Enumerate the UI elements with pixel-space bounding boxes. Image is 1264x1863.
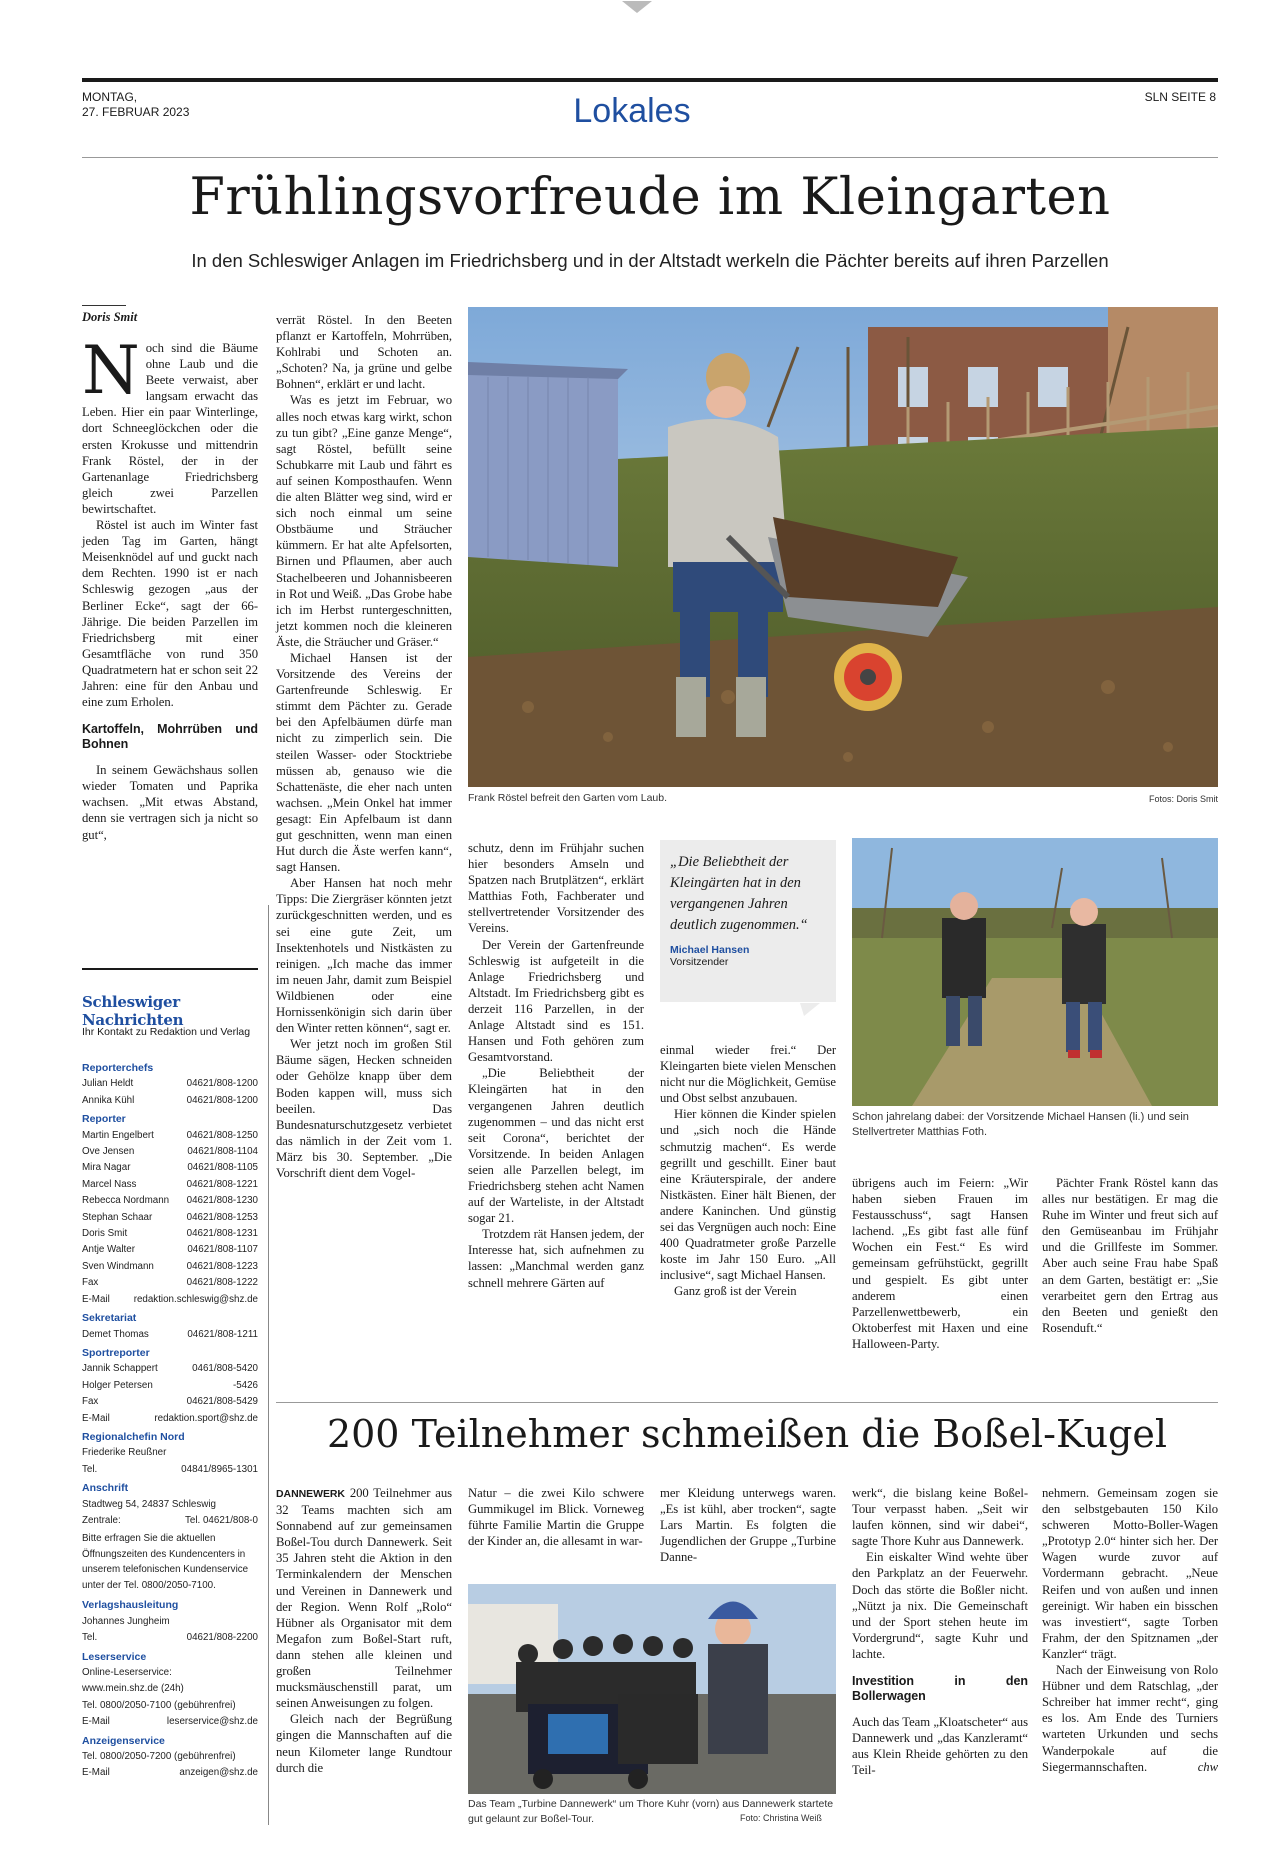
contact-row (82, 1698, 258, 1714)
dateline: DANNEWERK (276, 1488, 345, 1500)
article1-col2: verrät Röstel. In den Beeten pflanzt er Kartoffeln, Mohrrüben, Kohlrabi und Schoten an. „Schoten? Na, ja grüne und gelbe Bohnen“, erklärt er und lacht. Was es jetzt im Februar, wo alles noch etwas karg wirkt, schon zu tun gibt? „Eine ganze Menge“, sagt Röstel, befüllt seine Schubkarre mit Laub und fährt es auf seinen Komposthaufen. Wenn die alten Blätter weg sind, wird er sich noch einmal um seine Obstbäume und Sträucher kümmern. Er hat alte Apfelsorten, Birnen und Pflaumen, aber auch Stachelbeeren und Johannisbeeren in Rot und Weiß. „Das Grobe habe ich im Herbst runtergeschnitten, jetzt kommen noch die kleineren Äste, die Sträucher und Gräser.“ Michael Hansen ist der Vorsitzende des Vereins der Gartenfreunde Schleswig. Er stimmt dem Pächter zu. Gerade bei den Apfelbäumen dürfe man nicht zu zimperlich sein. Die steilen Wasser- oder Stocktriebe müssen ab, genauso wie die Schattenäste, die eher nach unten wachsen. „Mein Onkel hat immer gesagt: Ein Apfelbaum ist dann gut geschnitten, wenn man einen Hut durch die Äste werfen kann“, sagt Hansen. Aber Hansen hat noch mehr Tipps: Die Ziergräser könnten jetzt zurückgeschnitten werden, und es sei eine gute Zeit, um Insektenhotels und Nistkästen zu reinigen. „Ich mache das immer im neuen Jahr, damit zum Beispiel Wildbienen oder eine Hornissenkönigin sich darin über den Winter retten können“, sagt er. Wer jetzt noch im großen Stil Bäume sägen, Hecken schneiden oder Gehölze knapp über dem Boden kappen will, muss sich beeilen. Das Bundesnaturschutzgesetz verbietet das nämlich in der Zeit vom 1. März bis 30. September. „Die Vorschrift dient dem Vogel- (276, 313, 452, 1180)
contact-label: Tel. 0800/2050-7200 (gebührenfrei) (82, 1751, 236, 1763)
article2-col1: DANNEWERK 200 Teilnehmer aus 32 Teams machten sich am Sonnabend auf zur gemeinsamen Boßel-Tou durch Dannewerk. Seit 35 Jahren steht die Aktion in den Terminkalendern der Menschen und Vereinen in Dannewerk und der Region. Wenn Rolf „Rolo“ Hübner als Organisator mit dem Megafon zum Boßel-Start ruft, dann stehen alle kleinen und großen Teilnehmer mucksmäuschenstill parat, um seinen Anweisungen zu folgen. Gleich nach der Begrüßung gingen die Mannschaften auf die neun Kilometer lange Rundtour durch die (276, 1486, 452, 1775)
header-bottom-rule (82, 157, 1218, 158)
sidebar-heading: Anschrift (82, 1482, 129, 1495)
contact-value: leserservice@shz.de (166, 1716, 258, 1728)
contact-value: 04621/808-1107 (187, 1244, 258, 1256)
contact-label: www.mein.shz.de (24h) (82, 1683, 184, 1695)
article2-col5: nehmern. Gemeinsam zogen sie den selbstgebauten 150 Kilo schweren Motto-Boller-Wagen „Prototyp 2.0“ hinter sich her. Der Wagen wurde zuvor auf Vordermann gebracht. „Neue Reifen und von außen und innen gereinigt. Wir haben ein bisschen was investiert“, sagte Torben Frahm, der den Spitznamen „der Kanzler“ trägt. Nach der Einweisung von Rolo Hübner und dem Ratschlag, „der Schreiber hat immer recht“, ging es los. Am Ende des Turniers warteten Urkunden und sechs Wanderpokale auf die Siegermannschaften. chw (1042, 1486, 1218, 1774)
article2-col3: mer Kleidung unterwegs waren. „Es ist kühl, aber trocken“, sagte Lars Martin. Es folgten die Jugendlichen der Gruppe „Turbine Danne- (660, 1486, 836, 1565)
contact-value: -5426 (232, 1379, 258, 1391)
contact-label: E-Mail (82, 1293, 110, 1305)
contact-row (82, 1128, 258, 1144)
page-notch (622, 0, 652, 14)
contact-value: Tel. 04621/808-0 (185, 1514, 258, 1526)
quote-text: „Die Beliebtheit der Kleingärten hat in den vergangenen Jahren deutlich zugenommen.“ (670, 854, 808, 933)
contact-row (82, 1614, 258, 1630)
sidebar-contacts (82, 1058, 258, 1782)
contact-row (82, 1292, 258, 1308)
contact-row (82, 1242, 258, 1258)
contact-row (82, 1177, 258, 1193)
contact-row (82, 1275, 258, 1291)
sidebar-tagline: Ihr Kontakt zu Redaktion und Verlag (82, 1026, 251, 1038)
contact-row (82, 1210, 258, 1226)
pull-quote (660, 840, 836, 1002)
sidebar-heading: Leserservice (82, 1650, 147, 1663)
dropcap: N (82, 332, 140, 409)
contact-row (82, 1665, 258, 1681)
contact-value: 04621/808-1231 (186, 1228, 258, 1240)
header-day: MONTAG, (82, 90, 138, 104)
article1-col5: übrigens auch im Feiern: „Wir haben sieben Frauen im Festausschuss“, sagt Hansen lachend. „Es gibt fast alle fünf Wochen ein Fest.“ Es wird gemeinsam gefrühstückt, gegrillt und gespielt. Es gibt unter anderem einen Parzellenwettbewerb, ein Oktoberfest mit Haxen und eine Halloween-Party. (852, 1176, 1028, 1351)
sidebar-note: Bitte erfragen Sie die aktuellen Öffnungszeiten des Kundencenters in unserem telefonischen Kundenservice unter der Tel. 0800/2050-7100. (82, 1533, 249, 1591)
contact-value: 04621/808-1253 (186, 1211, 258, 1223)
sidebar-heading: Sportreporter (82, 1346, 150, 1359)
contact-row (82, 1259, 258, 1275)
quote-name: Michael Hansen (670, 944, 750, 956)
contact-label: Julian Heldt (82, 1078, 134, 1090)
contact-value: 04621/808-1222 (186, 1277, 258, 1289)
contact-value: 04621/808-1223 (186, 1260, 258, 1272)
contact-row (82, 1497, 258, 1513)
article2-headline: 200 Teilnehmer schmeißen die Boßel-Kugel (326, 1412, 1168, 1456)
contact-label: Stephan Schaar (82, 1211, 153, 1223)
contact-label: Fax (82, 1396, 99, 1408)
contact-row (82, 1144, 258, 1160)
photo2-caption: Schon jahrelang dabei: der Vorsitzende Michael Hansen (li.) und sein Stellvertreter Matthias Foth. (852, 1111, 1189, 1138)
article1-col1: Noch sind die Bäume ohne Laub und die Beete verwaist, aber langsam erwacht das Leben. Hier ein paar Winterlinge, dort Schneeglöckchen oder die ersten Krokusse und mittendrin Frank Röstel, der in der Gartenanlage Friedrichsberg gleich zwei Parzellen bewirtschaftet. Röstel ist auch im Winter fast jeden Tag im Garten, hängt Meisenknödel auf und guckt nach dem Rechten. 1990 ist er nach Schleswig gezogen „aus der Berliner Ecke“, sagt der 66-Jährige. Die beiden Parzellen im Friedrichsberg mit einer Gesamtfläche von rund 350 Quadratmetern hat er schon seit 22 Jahren: eine für den Anbau und eine zum Erholen. Kartoffeln, Mohrrüben und Bohnen In seinem Gewächshaus sollen wieder Tomaten und Paprika wachsen. „Mit etwas Abstand, denn sie vertragen sich ja nicht so gut“, (82, 332, 258, 842)
article1-author: Doris Smit (82, 310, 138, 324)
contact-label: Demet Thomas (82, 1328, 149, 1340)
contact-label: Fax (82, 1277, 99, 1289)
article2-top-rule (276, 1402, 1218, 1403)
contact-label: Doris Smit (82, 1228, 128, 1240)
contact-row (82, 1361, 258, 1377)
contact-value: 04621/808-1221 (186, 1178, 258, 1190)
contact-label: E-Mail (82, 1716, 110, 1728)
contact-label: Rebecca Nordmann (82, 1195, 170, 1207)
contact-value: 04621/808-1105 (187, 1162, 258, 1174)
photo1-caption: Frank Röstel befreit den Garten vom Laub. (468, 792, 668, 804)
contact-label: Jannik Schappert (82, 1363, 158, 1375)
contact-row (82, 1394, 258, 1410)
sidebar-heading: Sekretariat (82, 1312, 137, 1325)
contact-row (82, 1226, 258, 1242)
contact-label: Stadtweg 54, 24837 Schleswig (82, 1498, 216, 1510)
col4-subheading: Investition in den Bollerwagen (852, 1674, 1028, 1704)
contact-value: 04621/808-1104 (187, 1146, 258, 1158)
contact-row (82, 1681, 258, 1697)
contact-label: Tel. (82, 1632, 98, 1644)
photo-two-men (852, 838, 1218, 1106)
col1-subheading: Kartoffeln, Mohrrüben und Bohnen (82, 722, 258, 752)
article2-col2: Natur – die zwei Kilo schwere Gummikugel im Blick. Vorneweg führte Familie Martin die Gruppe der Kinder an, die allesamt in war- (468, 1486, 644, 1549)
page-number: SLN SEITE 8 (1144, 90, 1216, 104)
contact-value: 04621/808-1200 (186, 1094, 258, 1106)
article1-col6: Pächter Frank Röstel kann das alles nur bestätigen. Er mag die Ruhe im Winter und freut sich auf den Gemüseanbau im Frühjahr und die Grillfeste im Sommer. Aber auch seine Frau habe Spaß an dem Garten, bestätigt er: „Sie verarbeitet gern den Ertrag aus den Beeten und genießt den Rosenduft.“ (1042, 1176, 1218, 1335)
sidebar-heading: Reporterchefs (82, 1062, 154, 1074)
contact-row (82, 1160, 258, 1176)
photo3-caption: Das Team „Turbine Dannewerk“ um Thore Kuhr (vorn) aus Dannewerk startete gut gelaunt zur Boßel-Tour. (468, 1798, 834, 1825)
contact-label: Annika Kühl (82, 1094, 135, 1106)
header-top-rule (82, 78, 1218, 82)
sidebar-heading: Verlagshausleitung (82, 1599, 179, 1612)
contact-label: Johannes Jungheim (82, 1615, 170, 1627)
contact-label: E-Mail (82, 1412, 110, 1424)
article1-col3: schutz, denn im Frühjahr suchen hier besonders Amseln und Spatzen nach Brutplätzen“, erklärt Matthias Foth, Fachberater und stellvertretender Vorsitzender des Vereins. Der Verein der Gartenfreunde Schleswig ist aufgeteilt in die Anlage Friedrichsberg und Altstadt. Im Friedrichsberg gibt es derzeit 116 Parzellen, in der Anlage Altstadt sind es 151. Hansen und Foth gehören zum Gesamtvorstand. „Die Beliebtheit der Kleingärten hat in den vergangenen Jahren deutlich zugenommen – und das nicht erst seit Corona“, berichtet der Vorsitzende. In beiden Anlagen seien alle Parzellen belegt, im Friedrichsberg stehen acht Namen auf der Warteliste, in der Altstadt sogar 21. Trotzdem rät Hansen jedem, der Interesse hat, sich aufnehmen zu lassen: „Manchmal werden ganz schnell mehrere Gärten auf (468, 841, 644, 1290)
contact-label: Zentrale: (82, 1514, 121, 1526)
contact-label: Tel. (82, 1463, 98, 1475)
contact-label: Holger Petersen (82, 1379, 153, 1391)
contact-row (82, 1445, 258, 1461)
contact-value: 04621/808-1211 (187, 1328, 258, 1340)
photo3-credit: Foto: Christina Weiß (740, 1813, 822, 1823)
contact-value: 04621/808-2200 (186, 1632, 258, 1644)
photo-bossel-team (468, 1584, 836, 1794)
contact-label: Martin Engelbert (82, 1129, 154, 1141)
contact-row (82, 1076, 258, 1092)
contact-row (82, 1630, 258, 1646)
article2-col4: werk“, die bislang keine Boßel-Tour verpasst haben. „Seit wir laufen können, sind wir dabei“, sagte Thore Kuhr aus Dannewerk. Ein eiskalter Wind wehte über den Parkplatz an der Feuerwehr. Doch das störte die Boßler nicht. „Nützt ja nix. Die Gemeinschaft und der Sport stehen heute im Vordergrund“, sagte Kuhr und lachte. Investition in den Bollerwagen Auch das Team „Kloatscheter“ aus Dannewerk und „das Kanzleramt“ aus Klein Rheide gehörten zu den Teil- (852, 1486, 1028, 1778)
sidebar-heading: Reporter (82, 1113, 126, 1126)
contact-label: Sven Windmann (82, 1260, 154, 1272)
contact-value: 04621/808-5429 (186, 1396, 258, 1408)
header-date-text: 27. FEBRUAR 2023 (82, 105, 190, 119)
contact-row (82, 1513, 258, 1529)
quote-role: Vorsitzender (670, 956, 729, 968)
sidebar-masthead: Schleswiger Nachrichten (82, 993, 184, 1029)
contact-value: 0461/808-5420 (192, 1363, 258, 1375)
contact-value: redaktion.schleswig@shz.de (133, 1293, 258, 1305)
sidebar-divider (268, 905, 269, 1825)
contact-row (82, 1411, 258, 1427)
sidebar-heading: Anzeigenservice (82, 1734, 165, 1747)
contact-row (82, 1327, 258, 1343)
contact-label: Marcel Nass (82, 1178, 137, 1190)
section-title: Lokales (573, 92, 691, 130)
contact-row (82, 1749, 258, 1765)
article1-headline: Frühlingsvorfreude im Kleingarten (189, 168, 1111, 227)
contact-value: 04621/808-1200 (186, 1078, 258, 1090)
contact-row (82, 1765, 258, 1781)
contact-row (82, 1193, 258, 1209)
contact-value: 04621/808-1250 (186, 1129, 258, 1141)
photo-wheelbarrow (468, 307, 1218, 787)
contact-label: Online-Leserservice: (82, 1667, 172, 1678)
article1-col4: einmal wieder frei.“ Der Kleingarten biete vielen Menschen nicht nur die Möglichkeit, Gemüse und Obst selbst anzubauen. Hier können die Kinder spielen und „sich noch die Hände schmutzig machen“. Es werde gegrillt und geschillt. Einer baut eine Kräuterspirale, der andere Nistkästen. Einer hält Bienen, der andere Kaninchen. Und günstig sei das Vergnügen auch noch: Eine 400 Quadratmeter große Parzelle koste im Jahr 150 Euro. „All inclusive“, sagt Michael Hansen. Ganz groß ist der Verein (660, 1043, 836, 1299)
contact-value: anzeigen@shz.de (179, 1767, 258, 1779)
author-sign: chw (1197, 1759, 1218, 1774)
contact-label: Ove Jensen (82, 1146, 135, 1158)
article1-subhead: In den Schleswiger Anlagen im Friedrichsberg und in der Altstadt werkeln die Pächter bereits auf ihren Parzellen (191, 250, 1109, 271)
contact-label: Friederike Reußner (82, 1447, 167, 1459)
contact-label: Antje Walter (82, 1244, 135, 1256)
quote-pointer (800, 1002, 820, 1016)
photo1-credit: Fotos: Doris Smit (1148, 794, 1218, 804)
contact-row (82, 1714, 258, 1730)
sidebar-top-rule (82, 968, 258, 970)
contact-label: E-Mail (82, 1767, 110, 1779)
contact-row (82, 1378, 258, 1394)
contact-value: 04621/808-1230 (186, 1195, 258, 1207)
sidebar-heading: Regionalchefin Nord (82, 1430, 185, 1443)
contact-row (82, 1462, 258, 1478)
contact-value: redaktion.sport@shz.de (154, 1412, 258, 1424)
byline-rule (82, 305, 126, 306)
contact-row (82, 1093, 258, 1109)
contact-label: Tel. 0800/2050-7100 (gebührenfrei) (82, 1699, 236, 1711)
contact-label: Mira Nagar (82, 1162, 131, 1174)
contact-value: 04841/8965-1301 (181, 1463, 258, 1475)
